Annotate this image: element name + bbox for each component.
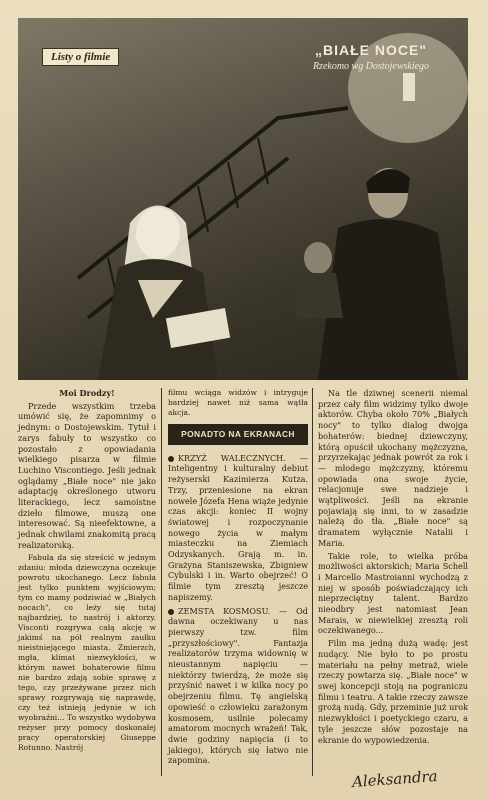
letter-paragraph-1: Przede wszystkim trzeba umówić się, że zapomnimy o jednym: o Dostojewskim. Tytuł i zarys fabuły to wszystko co pozostało z opowiadania wielkiego pisarza w filmie Luchino Viscontiego. Jeśli jednak oglądamy „Białe noce" nie jako adaptację określonego utworu literackiego, lecz samoistne dzieło filmowe, muszą one interesować. Są nieefektowne, a jednak chwilami znakomitą pracą realizatorską. (18, 400, 156, 550)
column-3 (318, 388, 468, 747)
letter-greeting: Moi Drodzy! (59, 388, 115, 398)
sidebar-banner: PONADTO NA EKRANACH (168, 424, 308, 445)
headline-block (264, 42, 468, 72)
sidebar-item-2-text: — Od dawna oczekiwany u nas pierwszy tzw. film „przyszłościowy". Fantazja realizatorów trzyma widownię w nieustannym napięciu — niektórzy twierdzą, że może się przyśnić nawet i w kilka nocy po obejrzeniu filmu. Tę angielską opowieść o człowieku zarażonym kosmosem, usilnie polecamy amatorom mocnych wrażeń! Tak, dwie godziny napięcia (i to jakiego), których się łatwo nie zapomina. (168, 605, 308, 766)
bullet-icon (168, 609, 174, 615)
author-signature: Aleksandra (351, 767, 439, 791)
column-1 (18, 388, 156, 755)
column-divider-2 (312, 388, 313, 776)
letter-paragraph-2: Fabuła da się streścić w jednym zdaniu: młoda dziewczyna oczekuje powrotu ukochanego. Lecz fabuła jest tylko punktem wyjściowym; tym co mamy podziwiać w „Białych nocach", co leży się tutaj najbardziej, to nastrój i aktorzy. Visconti rozgrywa całą akcję w jakimś na pół realnym zaułku nieistniejącego miasta. Zmierzch, mgła, klimat niezwykłości, w którym nawet bohaterowie filmu nie bardzo zdają sobie sprawę z tego, czy przeżywane przez nich sprawy rozgrywają się naprawdę, czy też istnieją jedynie w ich wyobraźni... To wszystko wydobywa reżyser przy pomocy doskonałej pracy operatorskiej Giuseppe Rotunno. Nastrój (18, 552, 156, 752)
sidebar-item-1 (168, 453, 308, 603)
film-still-illustration (18, 18, 468, 380)
column-divider-1 (161, 388, 162, 776)
film-still-photo (18, 18, 468, 380)
letter-paragraph-3: Na tle dziwnej scenerii niemal przez cały film widzimy tylko dwoje aktorów. Chyba około 70% „Białych nocy" to tylko dialog dwojga bohaterów: biednej dziewczyny, którą opuścił ukochany mężczyzna, przyrzekając jednak powrót za rok i — młodego mężczyzny, któremu opowiada ona swoje życie, relacjonuje swe nadzieje i wątpliwości. Jeśli na ekranie pojawiają się inni, to w zasadzie należą do tła. „Białe noce" są dramatem wyłącznie Natalii i Mariа. (318, 388, 468, 548)
bullet-icon (168, 456, 174, 462)
sidebar-item-1-head: KRZYŻ WALECZNYCH. (178, 452, 286, 463)
letter-paragraph-5: Film ma jedną dużą wadę: jest nudący. Nie było to po prostu materiału na pełny metraż, wiele rzeczy powtarza się. „Białe noce" w swej koncepcji stoją na pograniczu filmu i teatru. A takie rzeczy zawsze grożą nudą. Gdy, przeminie już urok niezwykłości i poetyckiego czaru, a tyle jeszcze słów pozostaje na ekranie do wypowiedzenia. (318, 638, 468, 745)
letter-paragraph-2-continued: filmu wciąga widzów i intryguje bardziej nawet niż sama wątła akcja. (168, 388, 308, 417)
headline-title: „BIAŁE NOCE" (315, 42, 427, 58)
headline-subtitle: Rzekomo wg Dostojewskiego (312, 61, 430, 72)
column-2 (168, 388, 308, 769)
section-tag: Listy o filmie (42, 48, 119, 66)
sidebar-item-1-text: — Inteligentny i kulturalny debiut reżyserski Kazimierza Kutza. Trzy, przeniesione na ekran nowele Józefa Hena wiąże jedynie czas akcji: koniec II wojny światowej i rozpoczynanie nowego życia w małym miasteczku na Ziemiach Odzyskanych. Grają m. in. Grażyna Staniszewska, Zbigniew Cybulski i in. Warto obejrzeć! O filmie tym zresztą jeszcze napiszemy. (168, 452, 308, 602)
letter-paragraph-4: Takie role, to wielka próba możliwości aktorskich; Maria Schell i Marcello Mastroianni wychodzą z niej w sposób poświadczający ich nieprzeciętny talent. Bardzo nieodbry jest natomiast Jean Marais, w niewielkiej zresztą roli oczekiwanego... (318, 550, 468, 636)
sidebar-item-2-head: ZEMSTA KOSMOSU. (178, 605, 271, 616)
sidebar-item-2 (168, 606, 308, 767)
